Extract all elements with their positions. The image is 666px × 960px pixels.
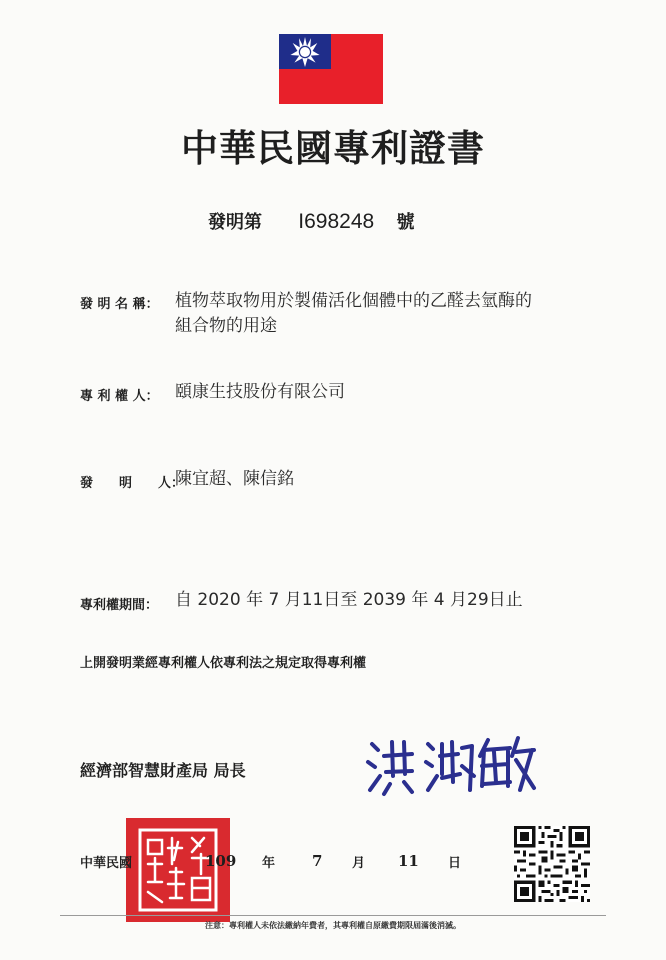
patent-number: I698248	[298, 210, 375, 233]
patent-number-line	[208, 208, 414, 234]
invention-name-line-2: 組合物的用途	[175, 316, 277, 336]
director-signature	[362, 722, 542, 802]
patent-period-label: 專利權期間：	[80, 598, 159, 613]
inventor-value: 陳宜超、陳信銘	[175, 469, 294, 489]
invention-name-line-1: 植物萃取物用於製備活化個體中的乙醛去氫酶的	[175, 291, 532, 311]
qr-code-icon	[514, 826, 590, 902]
patent-period-value: 自 2020 年 7 月11日至 2039 年 4 月29日止	[175, 590, 523, 610]
patent-number-suffix: 號	[396, 212, 415, 233]
invention-name-label: 發 明 名 稱：	[80, 297, 159, 312]
inventor-label: 發 明 人：	[80, 476, 185, 491]
date-year-unit: 年	[262, 856, 276, 871]
date-year: 109	[205, 852, 237, 870]
date-month-unit: 月	[352, 856, 366, 871]
patent-holder-value: 頤康生技股份有限公司	[175, 382, 345, 402]
footer-divider	[60, 915, 606, 916]
date-era: 中華民國	[80, 856, 133, 871]
issuing-authority: 經濟部智慧財產局 局長	[80, 761, 246, 780]
date-day: 11	[398, 852, 419, 870]
date-month: 7	[312, 852, 323, 870]
date-day-unit: 日	[448, 856, 462, 871]
patent-holder-label: 專 利 權 人：	[80, 389, 159, 404]
footer-note: 注意：專利權人未依法繳納年費者，其專利權自原繳費期限屆滿後消滅。	[205, 920, 461, 930]
grant-statement: 上開發明業經專利權人依專利法之規定取得專利權	[80, 656, 367, 671]
invention-name-value	[175, 289, 532, 339]
patent-number-prefix: 發明第	[208, 212, 262, 233]
flag-icon	[279, 34, 383, 104]
certificate-title: 中華民國專利證書	[181, 126, 485, 170]
flag-canton	[279, 34, 331, 69]
